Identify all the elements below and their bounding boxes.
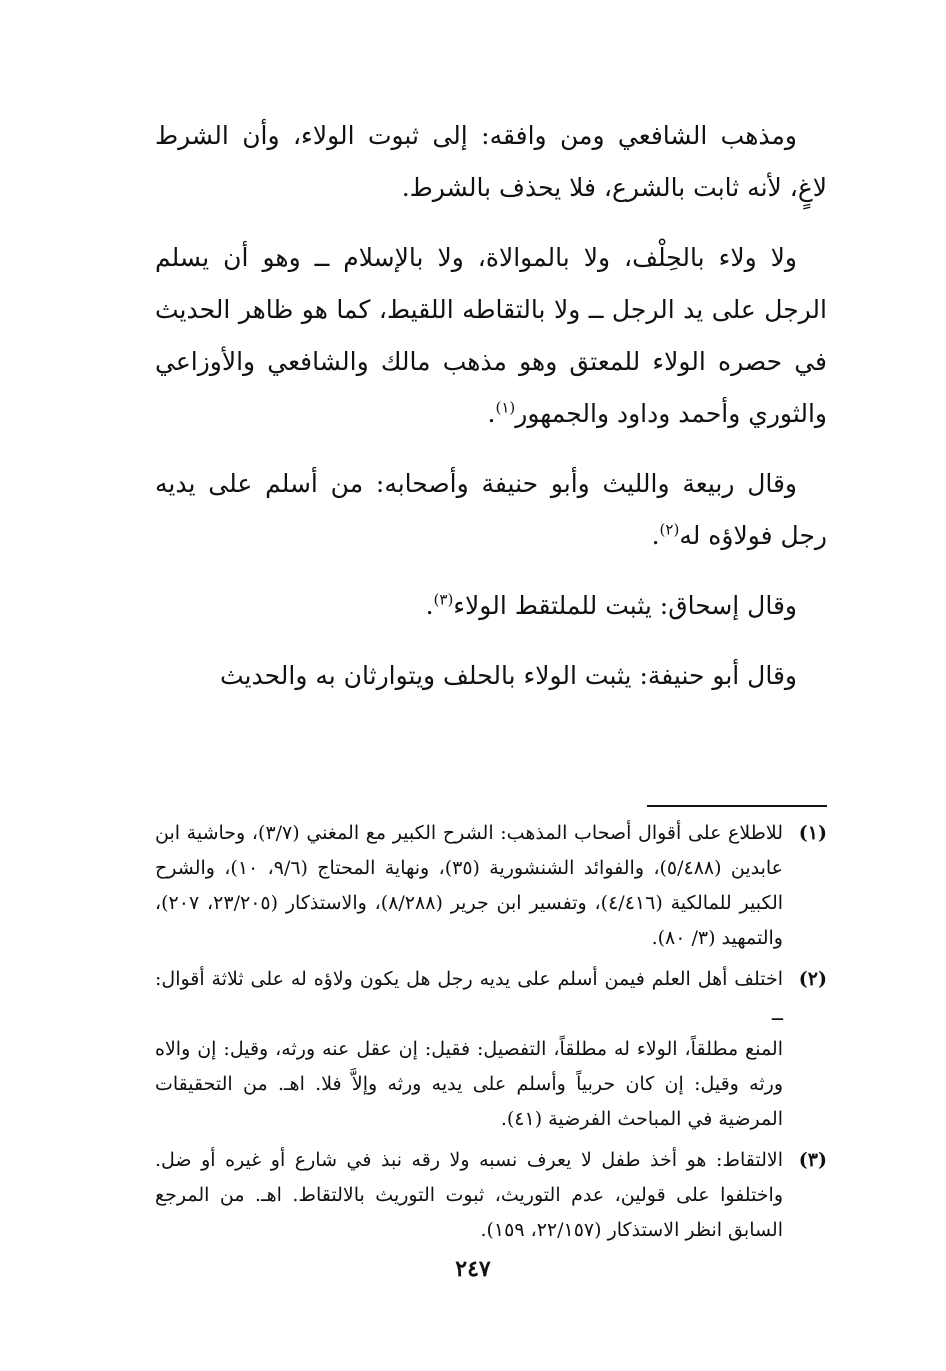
page-content — [155, 110, 827, 1241]
footnote-3-body — [155, 1143, 783, 1248]
main-paragraph-4-tail: . — [425, 591, 434, 620]
footnote-2-text-1: اختلف أهل العلم فيمن أسلم على يديه رجل هل يكون ولاؤه له على ثلاثة أقوال: ــ — [155, 968, 783, 1025]
footnote-ref-2[interactable]: (٢) — [659, 520, 680, 539]
main-paragraph-3-tail: . — [651, 521, 660, 550]
main-paragraph-3-text: وقال ربيعة والليث وأبو حنيفة وأصحابه: من أسلم على يديه رجل فولاؤه له — [155, 469, 827, 550]
footnote-2-text-2: المنع مطلقاً، الولاء له مطلقاً، التفصيل: فقيل: إن عقل عنه ورثه، وقيل: إن والاه ورثه وقيل: إن كان حربياً وأسلم على يديه ورثه وإلاَّ فلا. اهـ. من التحقيقات المرضية في المباحث الفرضية (٤١). — [155, 1038, 783, 1130]
footnote-1-number: (١) — [798, 822, 827, 844]
footnote-2-body — [155, 962, 783, 1137]
footnotes — [155, 816, 827, 1254]
main-paragraph-5-text: وقال أبو حنيفة: يثبت الولاء بالحلف ويتوارثان به والحديث — [220, 661, 797, 690]
footnote-3 — [155, 1143, 827, 1248]
footnote-3-number: (٣) — [798, 1149, 827, 1171]
main-text — [155, 110, 827, 702]
main-paragraph-2-tail: . — [487, 399, 496, 428]
footnote-3-text: الالتقاط: هو أخذ طفل لا يعرف نسبه ولا رقه نبذ في شارع أو غيره أو ضل. واختلفوا على قولين، عدم التوريث، ثبوت التوريث بالالتقاط. اهـ. من المرجع السابق انظر الاستذكار (٢٢/١٥٧، ١٥٩). — [155, 1149, 783, 1241]
footnote-ref-3[interactable]: (٣) — [433, 590, 454, 609]
page-number: ٢٤٧ — [455, 1256, 491, 1282]
footnote-1-body — [155, 816, 783, 956]
main-paragraph-4-text: وقال إسحاق: يثبت للملتقط الولاء — [453, 591, 797, 620]
footnote-separator — [647, 805, 827, 807]
main-paragraph-5 — [155, 650, 827, 702]
footnote-2-number: (٢) — [798, 968, 827, 990]
footnote-2 — [155, 962, 827, 1137]
main-paragraph-1-text: ومذهب الشافعي ومن وافقه: إلى ثبوت الولاء، وأن الشرط لاغٍ، لأنه ثابت بالشرع، فلا يحذف بالشرط. — [155, 121, 827, 202]
main-paragraph-3 — [155, 458, 827, 562]
footnote-1 — [155, 816, 827, 956]
footnote-ref-1[interactable]: (١) — [495, 398, 516, 417]
main-paragraph-2-text: ولا ولاء بالحِلْف، ولا بالموالاة، ولا بالإسلام ــ وهو أن يسلم الرجل على يد الرجل ــ ولا بالتقاطه اللقيط، كما هو ظاهر الحديث في حصره الولاء للمعتق وهو مذهب مالك والشافعي والأوزاعي والثوري وأحمد وداود والجمهور — [155, 243, 827, 428]
main-paragraph-2 — [155, 232, 827, 440]
footnote-1-text: للاطلاع على أقوال أصحاب المذهب: الشرح الكبير مع المغني (٣/٧)، وحاشية ابن عابدين (٥/٤٨٨)، والفوائد الشنشورية (٣٥)، ونهاية المحتاج (٩/٦، ١٠)، والشرح الكبير للمالكية (٤/٤١٦)، وتفسير ابن جرير (٨/٢٨٨)، والاستذكار (٢٣/٢٠٥، ٢٠٧)، والتمهيد (٣/ ٨٠). — [155, 822, 784, 949]
main-paragraph-4 — [155, 580, 827, 632]
main-paragraph-1 — [155, 110, 827, 214]
